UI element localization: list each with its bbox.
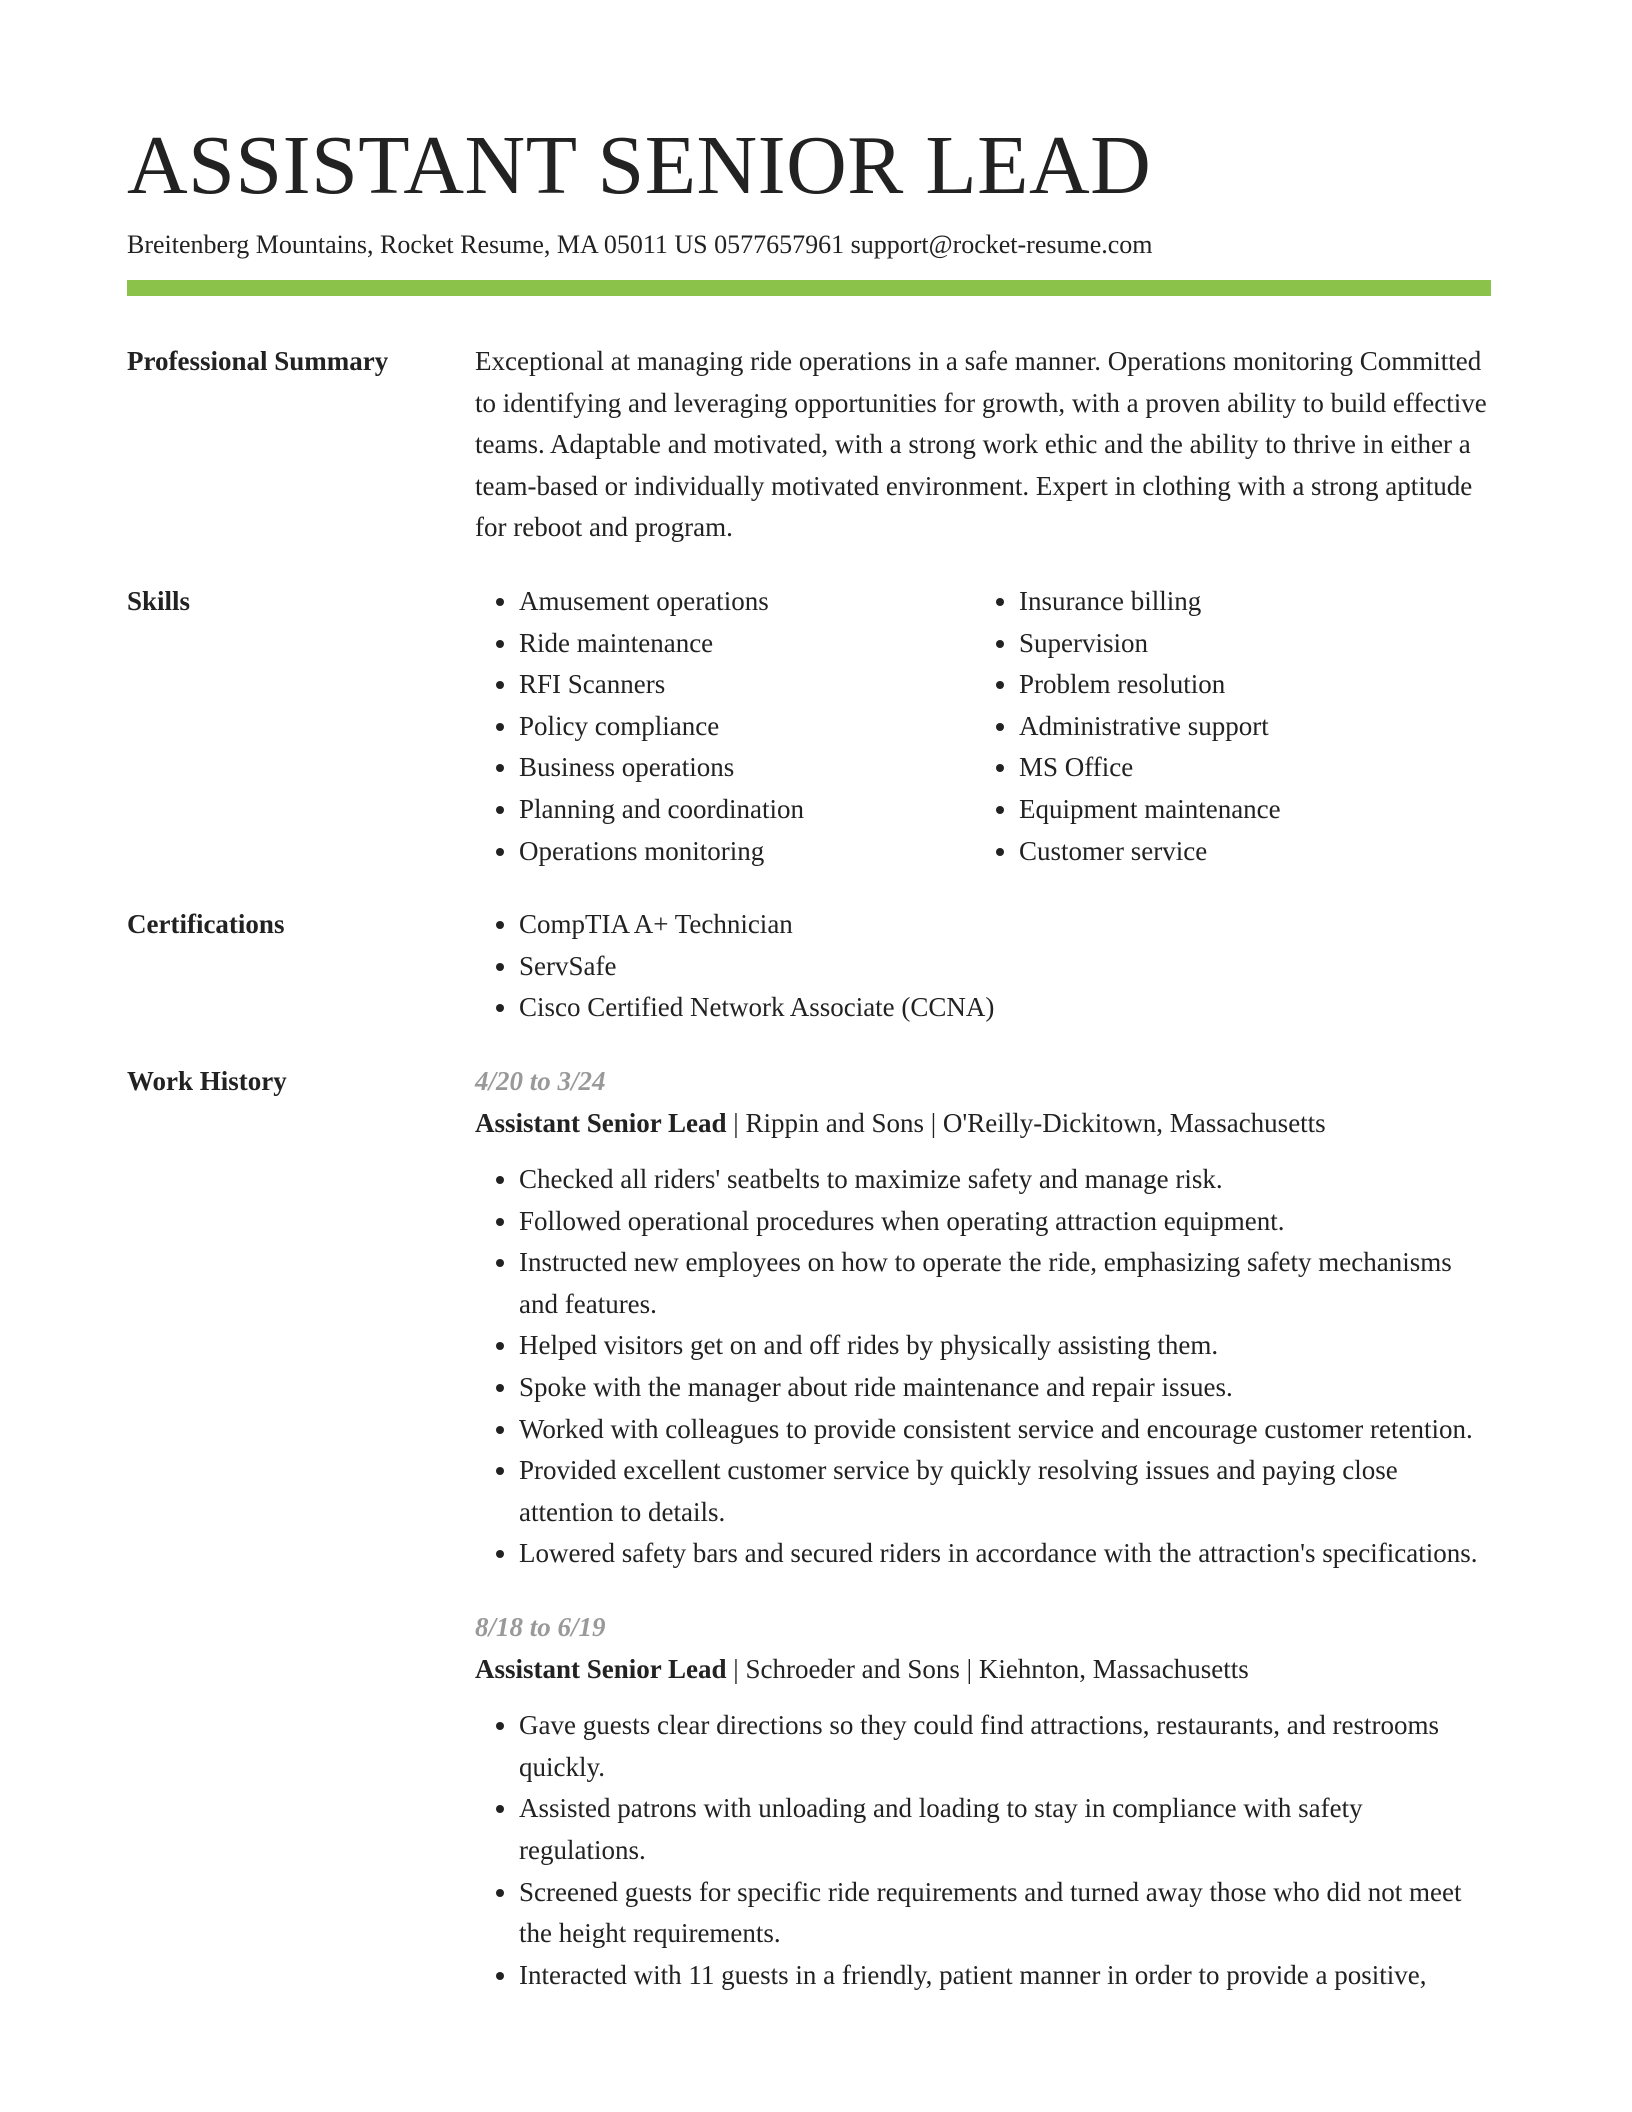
job-bullets	[475, 1705, 1491, 1996]
job-bullet: • Spoke with the manager about ride maintenance and repair issues.	[519, 1367, 1491, 1409]
skill-item: • RFI Scanners	[519, 664, 975, 706]
section-title-certifications: Certifications	[127, 909, 285, 940]
skill-item: • Equipment maintenance	[1019, 789, 1475, 831]
job-bullet: • Gave guests clear directions so they could find attractions, restaurants, and restrooms quickly.	[519, 1705, 1491, 1788]
skills-list-right	[975, 581, 1475, 872]
job-bullet: • Interacted with 11 guests in a friendly, patient manner in order to provide a positive,	[519, 1955, 1491, 1997]
skill-item: • Amusement operations	[519, 581, 975, 623]
resume-page	[127, 118, 1491, 1996]
job-bullet: • Checked all riders' seatbelts to maximize safety and manage risk.	[519, 1159, 1491, 1201]
job-bullet: • Lowered safety bars and secured riders in accordance with the attraction's specifications.	[519, 1533, 1491, 1575]
job-entry	[475, 1607, 1491, 1996]
skill-item: • Planning and coordination	[519, 789, 975, 831]
job-heading	[475, 1103, 1491, 1145]
contact-line: Breitenberg Mountains, Rocket Resume, MA 05011 US 0577657961 support@rocket-resume.com	[127, 230, 1153, 259]
skill-item: • Administrative support	[1019, 706, 1475, 748]
job-bullet: • Instructed new employees on how to operate the ride, emphasizing safety mechanisms and features.	[519, 1242, 1491, 1325]
certifications-list	[475, 904, 1491, 1029]
section-title-summary: Professional Summary	[127, 346, 389, 376]
skill-item: • Business operations	[519, 747, 975, 789]
certification-item: • CompTIA A+ Technician	[519, 904, 1491, 946]
certification-item: • Cisco Certified Network Associate (CCNA)	[519, 987, 1491, 1029]
skills-body	[475, 581, 1491, 872]
job-bullets	[475, 1159, 1491, 1575]
certification-item: • ServSafe	[519, 946, 1491, 988]
skills-columns	[475, 581, 1491, 872]
skill-item: • MS Office	[1019, 747, 1475, 789]
skills-list-left	[475, 581, 975, 872]
skill-item: • Operations monitoring	[519, 831, 975, 873]
skills-column-left	[475, 581, 975, 872]
job-bullet: • Worked with colleagues to provide consistent service and encourage customer retention.	[519, 1409, 1491, 1451]
work-history-body	[475, 1061, 1491, 1996]
summary-body	[475, 341, 1491, 549]
section-title-skills: Skills	[127, 585, 191, 616]
job-dates: 8/18 to 6/19	[475, 1612, 606, 1643]
skills-column-right	[975, 581, 1475, 872]
job-title: Assistant Senior Lead	[475, 1653, 727, 1684]
section-title-work-history: Work History	[127, 1065, 287, 1096]
summary-text: Exceptional at managing ride operations in a safe manner. Operations monitoring Committed to identifying and leveraging opportunities for growth, with a proven ability to build effective teams. Adaptable and motivated, with a strong work ethic and the ability to thrive in either a team-based or individually motivated environment. Expert in clothing with a strong aptitude for reboot and program.	[475, 346, 1487, 543]
skill-item: • Customer service	[1019, 831, 1475, 873]
summary-section	[127, 341, 1491, 549]
certifications-section	[127, 904, 1491, 1029]
job-title: Assistant Senior Lead	[475, 1107, 727, 1138]
job-bullet: • Followed operational procedures when operating attraction equipment.	[519, 1201, 1491, 1243]
job-entry	[475, 1061, 1491, 1575]
job-details: | Schroeder and Sons | Kiehnton, Massachusetts	[726, 1653, 1249, 1684]
job-heading	[475, 1649, 1491, 1691]
header-divider	[127, 280, 1491, 296]
job-bullet: • Provided excellent customer service by quickly resolving issues and paying close attention to details.	[519, 1450, 1491, 1533]
resume-name: ASSISTANT SENIOR LEAD	[127, 119, 1152, 212]
job-details: | Rippin and Sons | O'Reilly-Dickitown, Massachusetts	[726, 1107, 1326, 1138]
skill-item: • Problem resolution	[1019, 664, 1475, 706]
job-bullet: • Assisted patrons with unloading and loading to stay in compliance with safety regulations.	[519, 1788, 1491, 1871]
skill-item: • Insurance billing	[1019, 581, 1475, 623]
skill-item: • Supervision	[1019, 623, 1475, 665]
skill-item: • Policy compliance	[519, 706, 975, 748]
work-history-section	[127, 1061, 1491, 1996]
job-bullet: • Helped visitors get on and off rides by physically assisting them.	[519, 1325, 1491, 1367]
skill-item: • Ride maintenance	[519, 623, 975, 665]
skills-section	[127, 581, 1491, 872]
job-bullet: • Screened guests for specific ride requirements and turned away those who did not meet the height requirements.	[519, 1872, 1491, 1955]
job-dates: 4/20 to 3/24	[475, 1065, 606, 1096]
certifications-body	[475, 904, 1491, 1029]
